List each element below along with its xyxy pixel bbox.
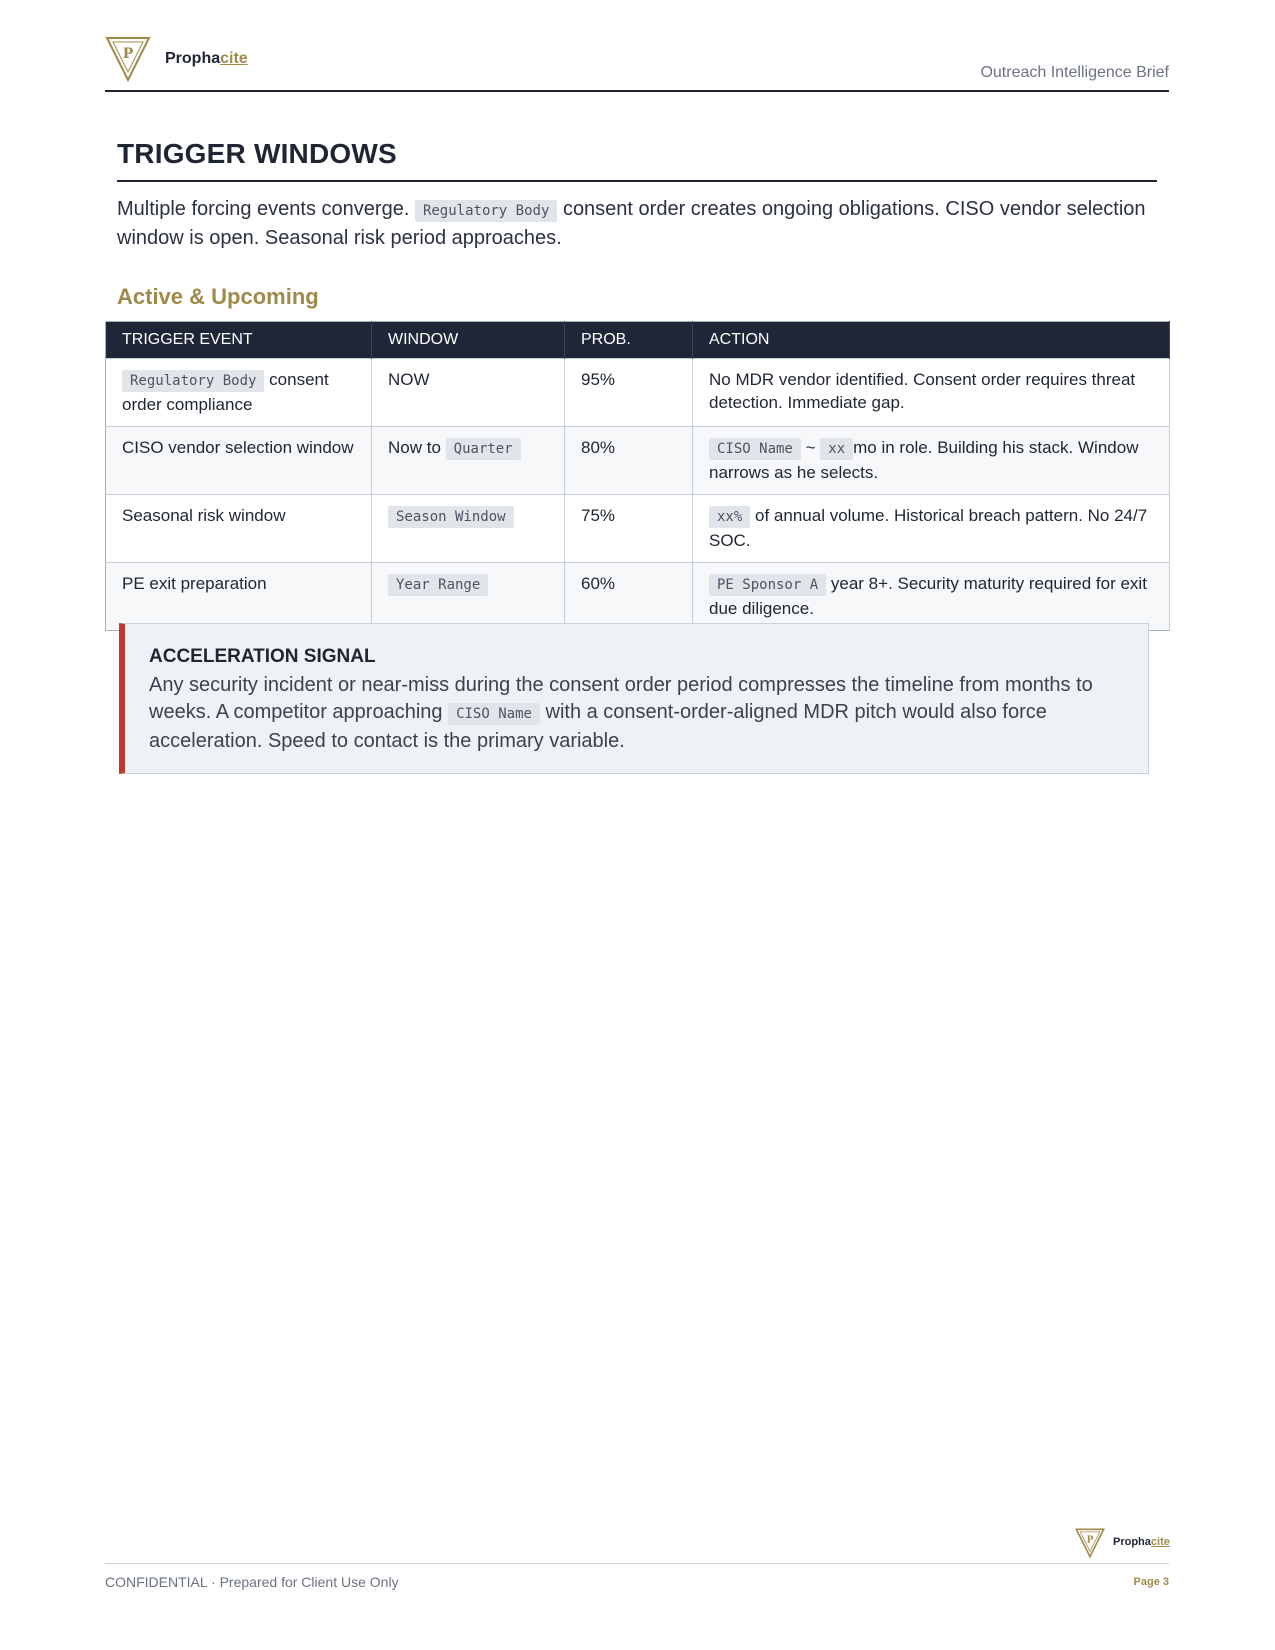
prophacite-logo-icon [105,36,151,82]
trigger-event-cell: PE exit preparation [106,563,372,631]
action-cell: PE Sponsor A year 8+. Security maturity required for exit due diligence. [693,563,1170,631]
section-title: TRIGGER WINDOWS [117,138,1157,182]
placeholder-tag: CISO Name [709,438,801,460]
window-cell [372,563,565,631]
svg-text:P: P [1086,1534,1094,1546]
placeholder-tag: xx [820,438,853,460]
trigger-event-cell: Regulatory Body consent order compliance [106,359,372,427]
column-header: TRIGGER EVENT [106,322,372,359]
table-row [106,563,1170,631]
table-header-row [106,322,1170,359]
probability-cell: 95% [565,359,693,427]
page-header [105,36,1169,92]
intro-paragraph: Multiple forcing events converge. Regulatory Body consent order creates ongoing obligations. CISO vendor selection window is open. Seasonal risk period approaches. [117,198,1146,249]
column-header: ACTION [693,322,1170,359]
callout-title: ACCELERATION SIGNAL [149,646,376,667]
window-cell [372,495,565,563]
page-footer [105,1563,1169,1594]
placeholder-tag: Year Range [388,574,488,596]
probability-cell: 60% [565,563,693,631]
callout-body: Any security incident or near-miss during the consent order period compresses the timeline from months to weeks. A competitor approaching CISO Name with a consent-order-aligned MDR pitch would also force acceleration. Speed to contact is the primary variable. [149,674,1093,752]
column-header: WINDOW [372,322,565,359]
trigger-event-cell: CISO vendor selection window [106,427,372,495]
trigger-table [105,321,1170,631]
window-cell: NOW [372,359,565,427]
placeholder-tag: Regulatory Body [415,200,557,222]
column-header: PROB. [565,322,693,359]
action-cell: xx% of annual volume. Historical breach pattern. No 24/7 SOC. [693,495,1170,563]
placeholder-tag: Regulatory Body [122,370,264,392]
brand-name: Prophacite [165,50,248,67]
svg-text:P: P [122,46,134,62]
document-type: Outreach Intelligence Brief [980,64,1169,81]
footer-brand-name: Prophacite [1113,1536,1170,1548]
confidential-notice: CONFIDENTIAL · Prepared for Client Use Only [105,1574,399,1590]
placeholder-tag: Quarter [446,438,521,460]
subsection-heading: Active & Upcoming [117,284,319,309]
placeholder-tag: xx% [709,506,750,528]
probability-cell: 80% [565,427,693,495]
table-row [106,359,1170,427]
trigger-event-cell: Seasonal risk window [106,495,372,563]
action-cell: No MDR vendor identified. Consent order requires threat detection. Immediate gap. [693,359,1170,427]
action-cell: CISO Name ~ xx mo in role. Building his stack. Window narrows as he selects. [693,427,1170,495]
table-row [106,495,1170,563]
acceleration-callout [119,623,1149,774]
footer-logo-icon [1075,1528,1105,1558]
window-cell: Now to Quarter [372,427,565,495]
table-row [106,427,1170,495]
placeholder-tag: Season Window [388,506,514,528]
placeholder-tag: PE Sponsor A [709,574,826,596]
placeholder-tag: CISO Name [448,703,540,725]
page-number: Page 3 [1133,1576,1169,1588]
probability-cell: 75% [565,495,693,563]
